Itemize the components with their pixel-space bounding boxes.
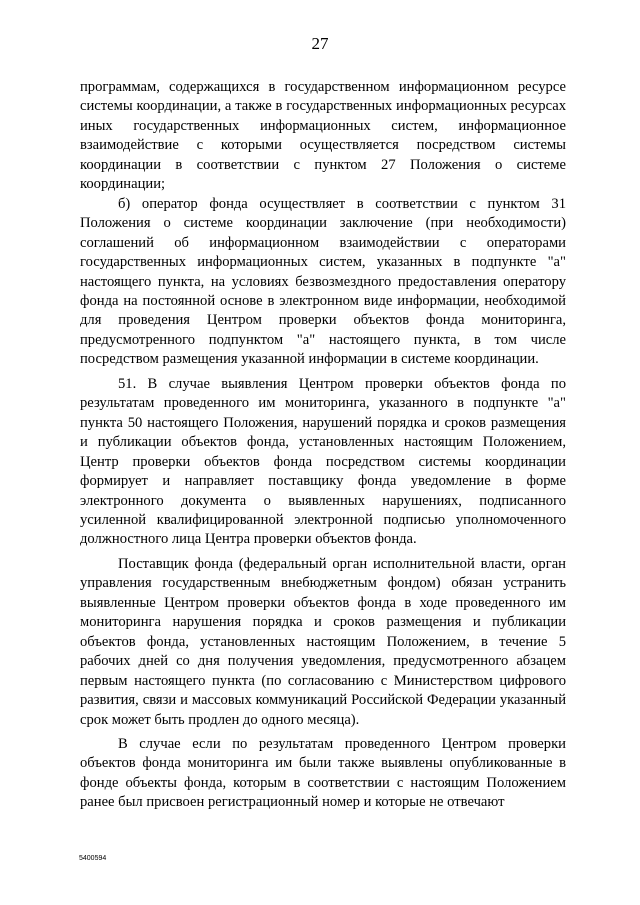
document-body (80, 78, 566, 813)
paragraph-item-51: 51. В случае выявления Центром проверки объектов фонда по результатам проведенного им мониторинга, указанного в подпункте "а" пункта 50 настоящего Положения, нарушений порядка и сроков размещения и публикации объектов фонда, установленных настоящим Положением, Центр проверки объектов фонда посредством системы координации формирует и направляет поставщику фонда уведомление в форме электронного документа о выявленных нарушениях, подписанного усиленной квалифицированной электронной подписью уполномоченного должностного лица Центра проверки объектов фонда. (80, 375, 566, 548)
page-number: 27 (311, 34, 329, 53)
paragraph-subitem-b: б) оператор фонда осуществляет в соответствии с пунктом 31 Положения о системе координации заключение (при необходимости) соглашений об информационном взаимодействии с операторами государственных информационных систем, указанных в подпункте "а" настоящего пункта, на условиях безвозмездного предоставления оператору фонда на постоянной основе в электронном виде информации, необходимой для проведения Центром проверки объектов фонда мониторинга, предусмотренного подпунктом "а" настоящего пункта, в том числе посредством размещения указанной информации в системе координации. (80, 195, 566, 368)
paragraph-continuation: программам, содержащихся в государственном информационном ресурсе системы координации, а также в государственных информационных ресурсах иных государственных информационных систем, информационное взаимодействие с которыми осуществляется посредством системы координации в соответствии с пунктом 27 Положения о системе координации; (80, 79, 566, 193)
document-code: 5400594 (79, 855, 107, 862)
paragraph-published-objects: В случае если по результатам проведенного Центром проверки объектов фонда мониторинга им были также выявлены опубликованные в фонде объекты фонда, которым в соответствии с настоящим Положением ранее был присвоен регистрационный номер и которые не отвечают (80, 735, 566, 811)
paragraph-supplier-obligation: Поставщик фонда (федеральный орган исполнительной власти, орган управления государственным внебюджетным фондом) обязан устранить выявленные Центром проверки объектов фонда в ходе проведенного им мониторинга нарушения порядка и сроков размещения и публикации объектов фонда, установленных настоящим Положением, в течение 5 рабочих дней со дня получения уведомления, предусмотренного абзацем первым настоящего пункта (по согласованию с Министерством цифрового развития, связи и массовых коммуникаций Российской Федерации указанный срок может быть продлен до одного месяца). (80, 555, 566, 728)
